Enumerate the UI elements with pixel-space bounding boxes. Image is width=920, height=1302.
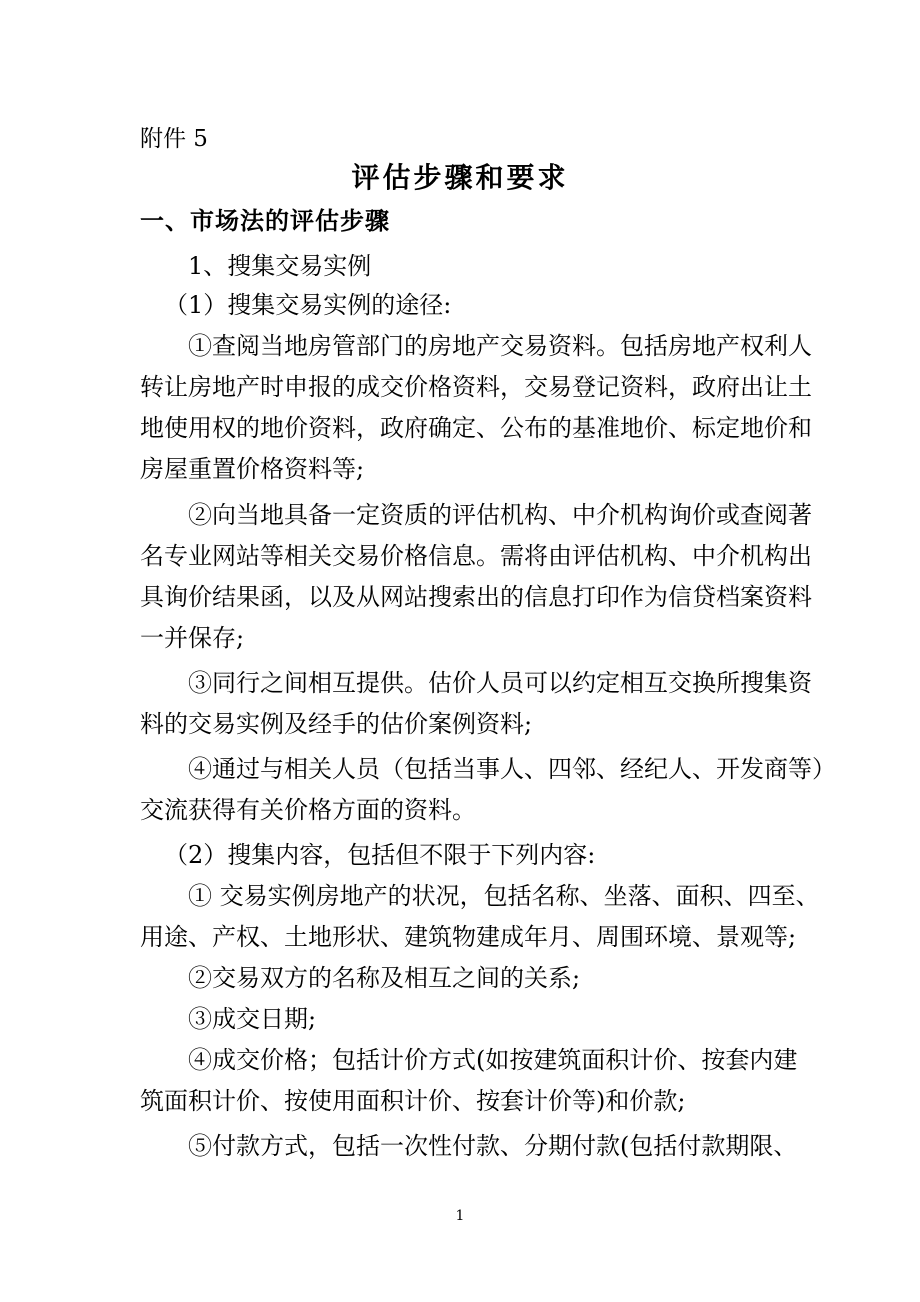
paragraph-line: ②向当地具备一定资质的评估机构、中介机构询价或查阅著 bbox=[188, 501, 812, 529]
page-number: 1 bbox=[455, 1208, 465, 1224]
paragraph-line: 用途、产权、土地形状、建筑物建成年月、周围环境、景观等; bbox=[140, 923, 797, 951]
paragraph-line: 房屋重置价格资料等; bbox=[140, 455, 365, 483]
paragraph-line: 具询价结果函，以及从网站搜索出的信息打印作为信贷档案资料 bbox=[140, 583, 812, 611]
paragraph-line: 地使用权的地价资料，政府确定、公布的基准地价、标定地价和 bbox=[140, 414, 812, 442]
paragraph-line: ⑤付款方式，包括一次性付款、分期付款(包括付款期限、 bbox=[188, 1132, 798, 1160]
paragraph-line: ① 交易实例房地产的状况，包括名称、坐落、面积、四至、 bbox=[188, 882, 820, 910]
paragraph-line: ④成交价格；包括计价方式(如按建筑面积计价、按套内建 bbox=[188, 1046, 798, 1074]
paragraph-line: （1）搜集交易实例的途径: bbox=[164, 291, 452, 319]
paragraph-line: 一并保存; bbox=[140, 624, 245, 652]
paragraph-line: ②交易双方的名称及相互之间的关系; bbox=[188, 964, 581, 992]
paragraph-line: 转让房地产时申报的成交价格资料，交易登记资料，政府出让土 bbox=[140, 373, 812, 401]
paragraph-line: 交流获得有关价格方面的资料。 bbox=[140, 796, 476, 824]
paragraph-line: 料的交易实例及经手的估价案例资料; bbox=[140, 710, 533, 738]
subsection-heading: 1、搜集交易实例 bbox=[188, 252, 372, 280]
paragraph-line: ①查阅当地房管部门的房地产交易资料。包括房地产权利人 bbox=[188, 332, 812, 360]
paragraph-line: ④通过与相关人员（包括当事人、四邻、经纪人、开发商等） bbox=[188, 755, 836, 783]
paragraph-line: （2）搜集内容，包括但不限于下列内容: bbox=[164, 841, 596, 869]
paragraph-line: ③成交日期; bbox=[188, 1005, 317, 1033]
section-heading: 一、市场法的评估步骤 bbox=[140, 206, 390, 235]
attachment-label: 附件 5 bbox=[140, 126, 208, 152]
paragraph-line: 名专业网站等相关交易价格信息。需将由评估机构、中介机构出 bbox=[140, 542, 812, 570]
paragraph-line: 筑面积计价、按使用面积计价、按套计价等)和价款; bbox=[140, 1087, 686, 1115]
paragraph-line: ③同行之间相互提供。估价人员可以约定相互交换所搜集资 bbox=[188, 669, 812, 697]
document-title: 评估步骤和要求 bbox=[351, 161, 569, 194]
